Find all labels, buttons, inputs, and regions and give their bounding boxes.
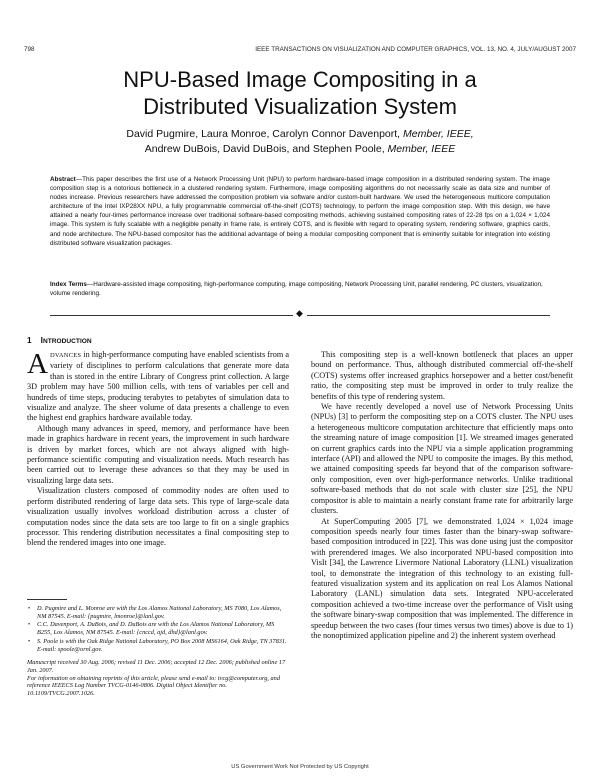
authors-line-1 xyxy=(0,127,600,142)
footnotes xyxy=(27,605,289,698)
section-divider xyxy=(50,309,550,320)
running-header xyxy=(24,46,576,53)
paragraph-3: Visualization clusters composed of commodity nodes are often used to perform distributed rendering of large data sets. This type of large-scale data visualization usually involves workload distribution across a cluster of computation nodes since the data sets are too large to fit on a single graphics processor. This rendering distribution necessitates a final compositing step to blend the rendered images into one image. xyxy=(27,486,289,548)
affiliation-list xyxy=(27,605,289,653)
affiliation-item: • D. Pugmire and L. Monroe are with the Los Alamos National Laboratory, MS T080, Los Alamos, NM 87545. E-mail: {pugmire, lmonroe}@lanl.gov. xyxy=(27,605,289,620)
left-column xyxy=(27,350,289,549)
section-heading xyxy=(27,336,92,345)
paragraph-1 xyxy=(27,350,289,424)
authors-names-2: Andrew DuBois, David DuBois, and Stephen Poole, xyxy=(144,143,385,155)
footnote-rule xyxy=(27,599,67,600)
divider-line-right xyxy=(307,315,550,316)
drop-cap: A xyxy=(27,348,48,380)
page-number: 798 xyxy=(24,46,35,53)
paragraph-2: Although many advances in speed, memory, and performance have been made in graphics hardware in recent years, the improvement in such hardware is driven by market forces, which are not always aligned with high-performance scientific computing and visualization needs. Much research has been carried out to leverage these advances so that they may be used in visualizing large data sets. xyxy=(27,423,289,485)
right-column xyxy=(311,350,573,641)
paragraph-6: At SuperComputing 2005 [7], we demonstrated 1,024 × 1,024 image composition speeds nearly four times faster than the binary-swap software-based composition introduced in [22]. This was done using just the compositor with prerendered images. We also incorporated NPU-based composition into VisIt [34], the Lawrence Livermore National Laboratory (LLNL) visualization tool, to demonstrate the integration of this technology to an existing full-featured visualization system and its application on real Los Alamos National Laboratory (LANL) simulation data sets. Integrated NPU-accelerated composition achieved a two-time increase over the performance of VisIt using the software binary-swap composition that was implemented. The difference in speedup between the two cases (four times versus two times) above is due to 1) the nonoptimized application pipeline and 2) the inherent system overhead xyxy=(311,516,573,640)
paragraph-1-text: in high-performance computing have enabled scientists from a variety of disciplines to perform calculations that generate more data than is stored in the entire Library of Congress print collection. A large 3D problem may have 500 million cells, with tens of variables per cell and hundreds of time steps, producing terabytes to petabytes of simulation data to visualize and analyze. The sheer volume of data presents a challenge to even the highest end graphics hardware available today. xyxy=(27,350,289,423)
journal-header: IEEE TRANSACTIONS ON VISUALIZATION AND COMPUTER GRAPHICS, VOL. 13, NO. 4, JULY/AUGUST 2007 xyxy=(255,46,576,53)
divider-diamond-icon: ◆ xyxy=(296,309,303,319)
author-list xyxy=(0,127,600,157)
affiliation-item: • C.C. Davenport, A. DuBois, and D. DuBois are with the Los Alamos National Laboratory, MS B255, Los Alamos, NM 87545. E-mail: {cnccd, ajd, dhd}@lanl.gov. xyxy=(27,621,289,636)
index-terms xyxy=(50,280,550,298)
divider-line-left xyxy=(50,315,293,316)
affiliation-item: • S. Poole is with the Oak Ridge National Laboratory, PO Box 2008 MS6164, Oak Ridge, TN 37831. E-mail: spoole@ornl.gov. xyxy=(27,638,289,653)
paragraph-4: This compositing step is a well-known bottleneck that places an upper bound on performance. Thus, although distributed commercial off-the-shelf (COTS) systems offer increased graphics horsepower and a better cost/benefit ratio, the compositing step must be improved in order to truly realize the benefits of this type of rendering system. xyxy=(311,350,573,401)
lead-smallcaps: DVANCES xyxy=(49,352,82,359)
authors-line-2 xyxy=(0,142,600,157)
authors-names-1: David Pugmire, Laura Monroe, Carolyn Connor Davenport, xyxy=(126,128,401,140)
paper-title xyxy=(0,66,600,120)
section-title-rest: NTRODUCTION xyxy=(42,338,92,345)
reprints-note: For information on obtaining reprints of this article, please send e-mail to: tvcg@computer.org, and reference IEEECS Log Number TVCG-0146-0806. Digital Object Identifier no. 10.1109/TVCG.2007.1026. xyxy=(27,674,280,698)
title-line-2: Distributed Visualization System xyxy=(143,94,457,119)
index-terms-label: Index Terms xyxy=(50,281,87,288)
manuscript-note: Manuscript received 30 Aug. 2006; revised 11 Dec. 2006; accepted 12 Dec. 2006; published online 17 Jan. 2007. xyxy=(27,659,286,674)
title-line-1: NPU-Based Image Compositing in a xyxy=(123,67,477,92)
paragraph-5: We have recently developed a novel use of Network Processing Units (NPUs) [3] to perform the compositing step on a COTS cluster. The NPU uses a heterogeneous multicore computation architecture that efficiently maps onto the streaming nature of image composition [1]. We streamed images generated on current graphics cards into the NPU via a simple application programming interface (API) and allowed the NPU to composite the images. By this method, we attained compositing speeds far beyond that of the comparison software-only composition, even over high-performance networks. Unlike traditional software-based methods that do not scale with cluster size [25], the NPU compositor is able to maintain a nearly constant frame rate for arbitrarily large clusters. xyxy=(311,402,573,516)
abstract xyxy=(50,175,550,248)
section-number: 1 xyxy=(27,336,32,345)
authors-role-2: Member, IEEE xyxy=(387,143,456,155)
index-terms-text: —Hardware-assisted image compositing, high-performance computing, image compositing, Network Processing Unit, parallel rendering, PC clusters, visualization, volume rendering. xyxy=(50,281,543,298)
authors-role-1: Member, IEEE, xyxy=(403,128,474,140)
copyright-footer: US Government Work Not Protected by US Copyright xyxy=(231,764,369,770)
abstract-label: Abstract xyxy=(50,176,76,183)
section-title-initial: I xyxy=(40,336,43,345)
abstract-text: —This paper describes the first use of a Network Processing Unit (NPU) to perform hardware-based image composition in a distributed rendering system. The image composition step is a notorious bottleneck in a clustered rendering system. Furthermore, image compositing algorithms do not necessarily scale as data size and number of nodes increase. Previous researchers have addressed the composition problem via software and/or custom-built hardware. We used the heterogeneous multicore computation architecture of the Intel IXP28XX NPU, a fully programmable commercial off-the-shelf (COTS) technology, to perform the image composition step. With this design, we have attained a nearly four-times performance increase over traditional software-based compositing methods, achieving sustained compositing rates of 22-28 fps on a 1,024 × 1,024 image. This system is fully scalable with a negligible penalty in frame rate, is entirely COTS, and is flexible with regard to operating system, rendering software, graphics cards, and node architecture. The NPU-based compositor has the additional advantage of being a modular compositing component that is eminently suitable for integration into existing distributed software visualization packages. xyxy=(50,176,550,247)
